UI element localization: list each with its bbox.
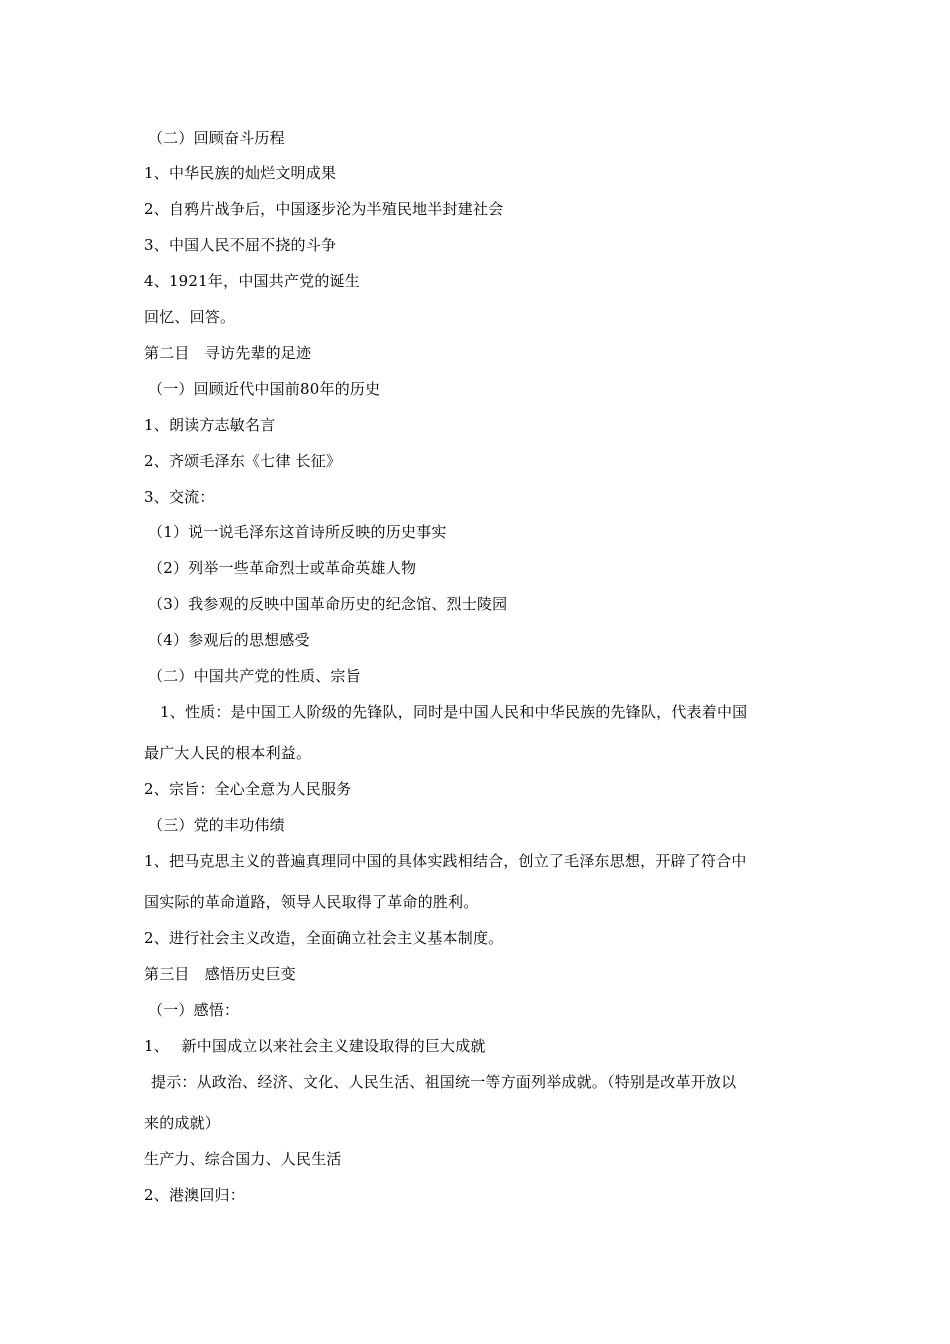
paragraph: 生产力、综合国力、人民生活 xyxy=(144,1150,342,1168)
subsection-heading: （三）党的丰功伟绩 xyxy=(148,816,285,834)
list-item: 1、中华民族的灿烂文明成果 xyxy=(144,164,337,182)
list-item: 2、宗旨：全心全意为人民服务 xyxy=(144,780,352,798)
list-item: （1）说一说毛泽东这首诗所反映的历史事实 xyxy=(148,523,447,541)
list-item: 2、自鸦片战争后，中国逐步沦为半殖民地半封建社会 xyxy=(144,200,504,218)
subsection-heading: （二）回顾奋斗历程 xyxy=(148,129,285,147)
paragraph: 1、把马克思主义的普遍真理同中国的具体实践相结合，创立了毛泽东思想，开辟了符合中 xyxy=(144,852,747,870)
section-heading: 第三目 感悟历史巨变 xyxy=(144,965,297,983)
paragraph-continuation: 国实际的革命道路，领导人民取得了革命的胜利。 xyxy=(144,893,479,911)
paragraph-continuation: 最广大人民的根本利益。 xyxy=(144,744,312,762)
list-item: 3、中国人民不屈不挠的斗争 xyxy=(144,236,337,254)
paragraph: 1、性质：是中国工人阶级的先锋队，同时是中国人民和中华民族的先锋队，代表着中国 xyxy=(160,703,748,721)
subsection-heading: （一）感悟： xyxy=(148,1001,240,1019)
list-item: （2）列举一些革命烈士或革命英雄人物 xyxy=(148,559,417,577)
list-item: 2、齐颂毛泽东《七律 长征》 xyxy=(144,452,342,470)
list-item: 4、1921年，中国共产党的诞生 xyxy=(144,272,360,290)
paragraph: 提示：从政治、经济、文化、人民生活、祖国统一等方面列举成就。（特别是改革开放以 xyxy=(151,1073,737,1091)
list-item: 2、港澳回归： xyxy=(144,1186,245,1204)
list-item: 1、 新中国成立以来社会主义建设取得的巨大成就 xyxy=(144,1037,486,1055)
subsection-heading: （一）回顾近代中国前80年的历史 xyxy=(148,380,381,398)
paragraph-continuation: 来的成就） xyxy=(144,1114,221,1132)
section-heading: 第二目 寻访先辈的足迹 xyxy=(144,344,312,362)
list-item: （3）我参观的反映中国革命历史的纪念馆、烈士陵园 xyxy=(148,595,508,613)
list-item: 2、进行社会主义改造，全面确立社会主义基本制度。 xyxy=(144,929,504,947)
list-item: 1、朗读方志敏名言 xyxy=(144,416,276,434)
list-item: 3、交流： xyxy=(144,488,215,506)
subsection-heading: （二）中国共产党的性质、宗旨 xyxy=(148,667,361,685)
paragraph: 回忆、回答。 xyxy=(144,308,236,326)
list-item: （4）参观后的思想感受 xyxy=(148,631,310,649)
